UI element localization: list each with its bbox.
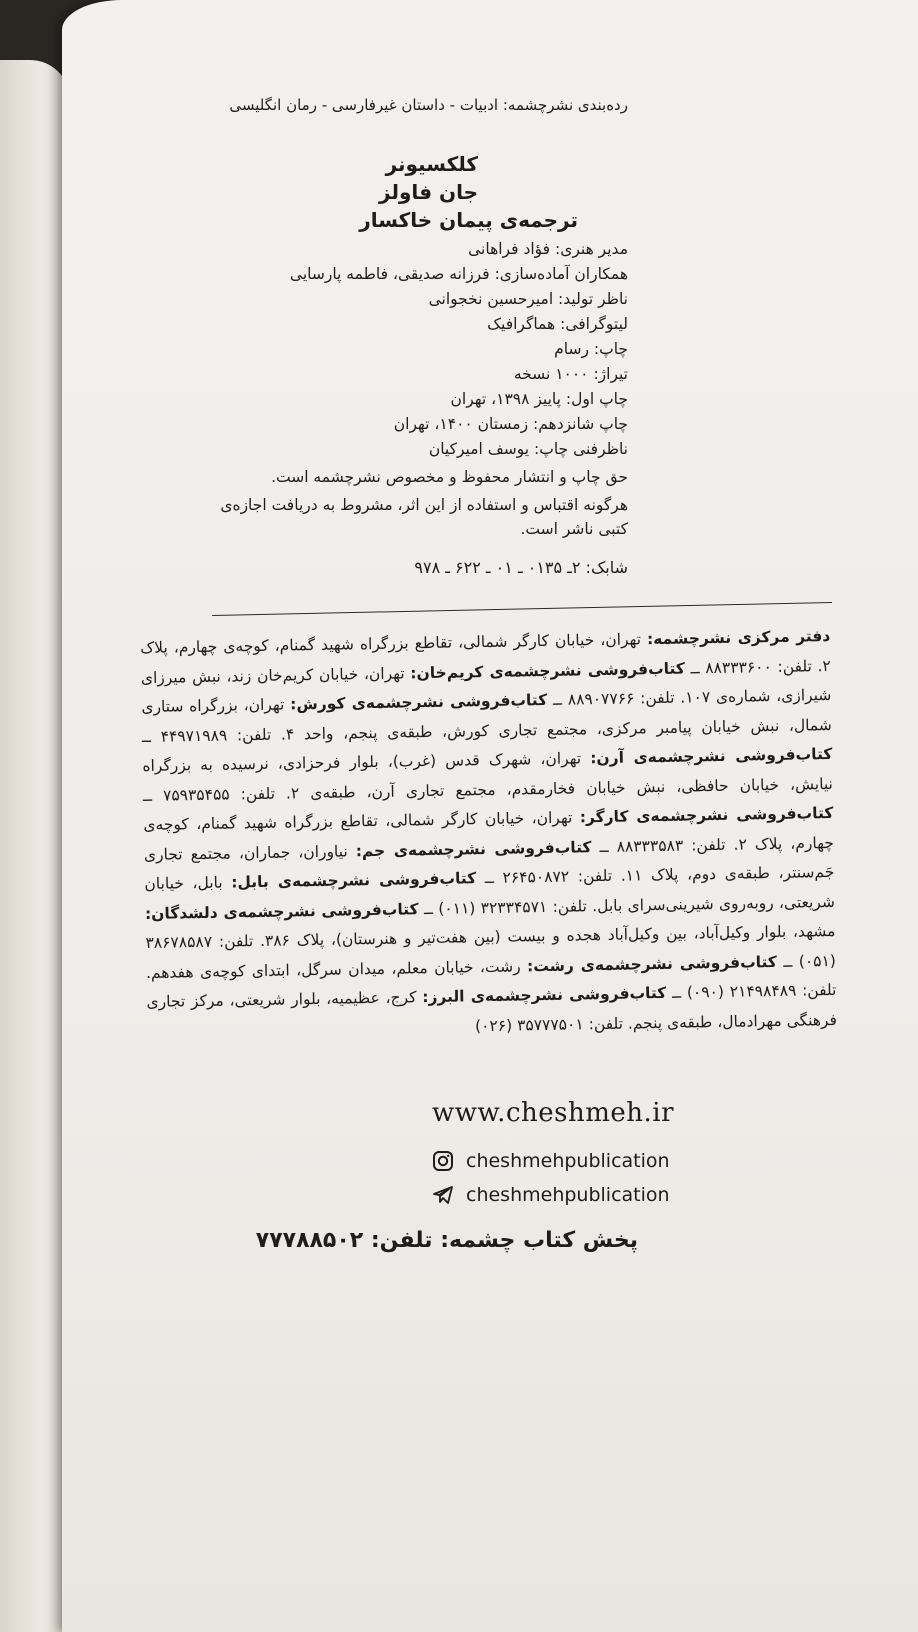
branch-addresses — [140, 622, 837, 1047]
karimkhan-label: کتاب‌فروشی نشرچشمه‌ی کریم‌خان: — [410, 659, 686, 682]
babol-label: کتاب‌فروشی نشرچشمه‌ی بابل: — [231, 869, 477, 892]
alborz-label: کتاب‌فروشی نشرچشمه‌ی البرز: — [422, 983, 667, 1007]
adjacent-page-edge — [0, 60, 70, 1632]
rasht-text: رشت، خیابان معلم، میدان سرگل، ابتدای کوچه‌ی هفدهم. تلفن: ۲۱۴۹۸۴۸۹ (۰۹۰) ــ — [145, 956, 837, 1002]
delshodegan-text: مشهد، بلوار وکیل‌آباد، بین وکیل‌آباد هجده و بیست (بین هفت‌تیر و هنرستان)، پلاک ۳۸۶. تلفن: ۳۸۶۷۸۵۸۷ (۰۵۱) ــ — [145, 921, 837, 971]
credit-sixteenth-edition: چاپ شانزدهم: زمستان ۱۴۰۰، تهران — [393, 415, 628, 433]
divider — [212, 602, 832, 616]
classification-line: رده‌بندی نشرچشمه: ادبیات - داستان غیرفارسی - رمان انگلیسی — [229, 96, 628, 114]
telegram-text: cheshmehpublication — [466, 1184, 670, 1206]
alborz-text: کرج، عظیمیه، بلوار شریعتی، مرکز تجاری فرهنگی مهرادمال، طبقه‌ی پنجم. تلفن: ۳۵۷۷۷۵۰۱ (۰۲۶) — [146, 988, 838, 1035]
credit-first-edition: چاپ اول: پاییز ۱۳۹۸، تهران — [450, 390, 628, 408]
book-title: کلکسیونر — [385, 152, 478, 176]
credit-print-supervisor: ناظرفنی چاپ: یوسف امیرکیان — [428, 440, 628, 458]
website-url: www.cheshmeh.ir — [432, 1098, 675, 1128]
kourosh-text: تهران، بزرگراه ستاری شمال، نبش خیابان پیامبر مرکزی، مجتمع تجاری کورش، طبقه‌ی پنجم، واحد ۴. تلفن: ۴۴۹۷۱۹۸۹ ــ — [141, 695, 832, 746]
copyright-page — [62, 0, 918, 1632]
rights-statement: حق چاپ و انتشار محفوظ و مخصوص نشرچشمه است. — [271, 468, 628, 486]
central-office-label: دفتر مرکزی نشرچشمه: — [646, 626, 831, 649]
credit-printing: چاپ: رسام — [554, 340, 628, 358]
credit-lithography: لیتوگرافی: هماگرافیک — [487, 315, 628, 333]
karimkhan-text: تهران، خیابان کریم‌خان زند، نبش میرزای شیرازی، شماره‌ی ۱۰۷. تلفن: ۸۸۹۰۷۷۶۶ ــ — [140, 663, 832, 709]
isbn: شابک: ۲ـ ۰۱۳۵ ـ ۰۱ ـ ۶۲۲ ـ ۹۷۸ — [414, 558, 628, 577]
rights-restriction: هرگونه اقتباس و استفاده از این اثر، مشروط به دریافت اجازه‌ی کتبی ناشر است. — [220, 496, 628, 538]
credit-preparation: همکاران آماده‌سازی: فرزانه صدیقی، فاطمه پارسایی — [289, 265, 628, 283]
telegram-handle — [432, 1184, 670, 1206]
telegram-icon — [432, 1184, 454, 1206]
jam-label: کتاب‌فروشی نشرچشمه‌ی جم: — [355, 837, 592, 860]
instagram-text: cheshmehpublication — [466, 1150, 670, 1172]
book-author: جان فاولز — [379, 180, 478, 204]
kargar-label: کتاب‌فروشی نشرچشمه‌ی کارگر: — [579, 803, 834, 827]
central-office-text: تهران، خیابان کارگر شمالی، تقاطع بزرگراه شهید گمنام، کوچه‌ی چهارم، پلاک ۲. تلفن: ۸۸۳۳۳۶۰۰ ــ — [140, 630, 831, 677]
jam-text: نیاوران، جماران، مجتمع تجاری جَم‌سنتر، طبقه‌ی دوم، پلاک ۱۱. تلفن: ۲۶۴۵۰۸۷۲ ــ — [143, 841, 835, 888]
distribution-phone: پخش کتاب چشمه: تلفن: ۷۷۷۸۸۵۰۲ — [255, 1228, 638, 1253]
kourosh-label: کتاب‌فروشی نشرچشمه‌ی کورش: — [289, 690, 548, 714]
credit-production: ناظر تولید: امیرحسین نخجوانی — [428, 290, 628, 308]
delshodegan-label: کتاب‌فروشی نشرچشمه‌ی دلشدگان: — [144, 899, 419, 923]
arian-text: تهران، شهرک قدس (غرب)، بلوار فرحزادی، نرسیده به بزرگراه نیایش، خیابان حافظی، نبش خیابان فخارمقدم، مجتمع تجاری آرن، طبقه‌ی ۲. تلفن: ۷۵۹۳۵۴۵۵ ــ — [142, 749, 833, 805]
arian-label: کتاب‌فروشی نشرچشمه‌ی آرن: — [590, 744, 833, 768]
rasht-label: کتاب‌فروشی نشرچشمه‌ی رشت: — [526, 952, 778, 975]
instagram-icon — [432, 1150, 454, 1172]
kargar-text: تهران، خیابان کارگر شمالی، تقاطع بزرگراه شهید گمنام، کوچه‌ی چهارم، پلاک ۲. تلفن: ۸۸۳۳۳۵۸۳ ــ — [143, 808, 834, 856]
credit-print-run: تیراژ: ۱۰۰۰ نسخه — [513, 365, 628, 383]
book-translator: ترجمه‌ی پیمان خاکسار — [359, 208, 578, 232]
credit-art-director: مدیر هنری: فؤاد فراهانی — [468, 240, 628, 258]
babol-text: بابل، خیابان شریعتی، روبه‌روی شیرینی‌سرای بابل. تلفن: ۳۲۳۳۴۵۷۱ (۰۱۱) ــ — [144, 873, 836, 918]
instagram-handle — [432, 1150, 670, 1172]
